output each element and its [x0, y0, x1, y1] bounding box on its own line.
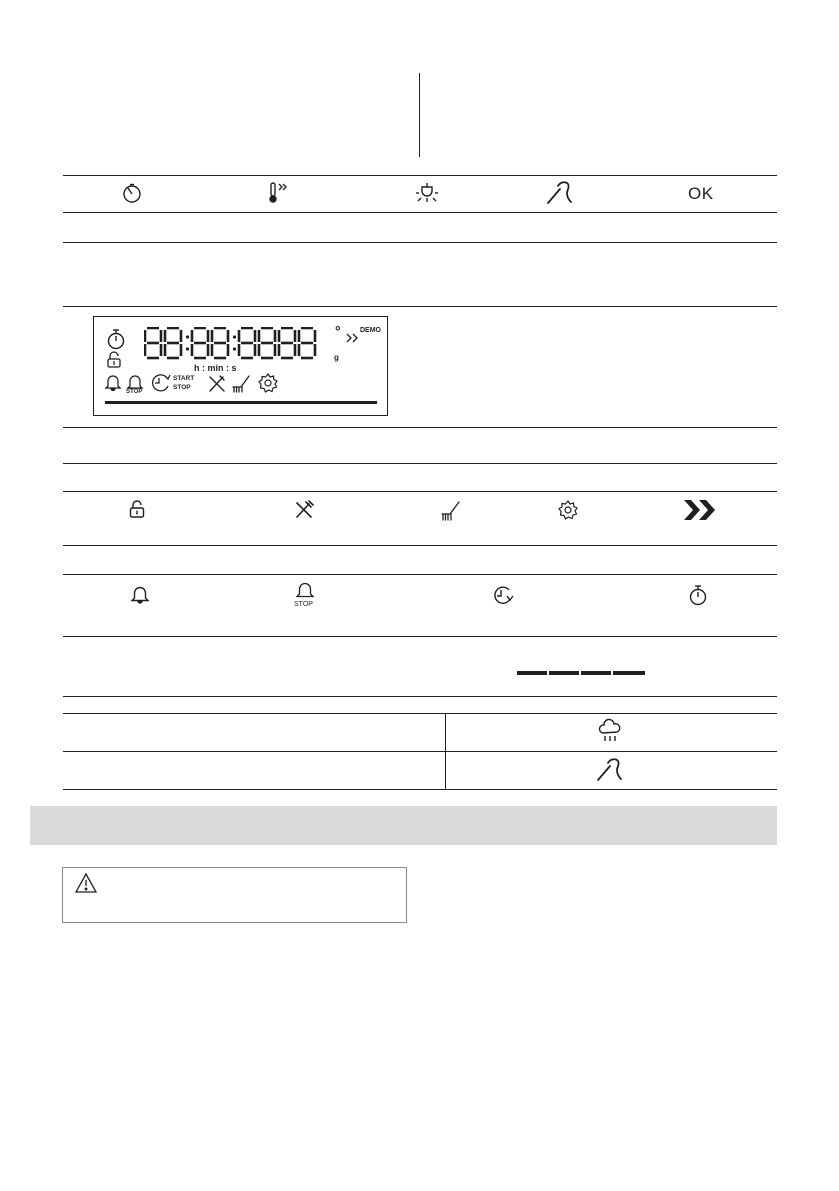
degree-symbol: °	[335, 323, 341, 339]
next-arrows-icon	[684, 500, 718, 520]
bell-stop-icon	[295, 581, 315, 599]
display-digits-text	[144, 327, 149, 328]
table-rule	[63, 696, 777, 697]
assisted-cooking-icon	[294, 500, 314, 520]
digit-colon	[233, 347, 236, 350]
display-bell-icon	[104, 373, 122, 391]
display-assisted-cooking-icon	[207, 374, 227, 394]
display-progress-bar	[105, 401, 377, 404]
display-settings-icon	[258, 373, 278, 393]
demo-label: DEMO	[360, 327, 381, 334]
table-rule	[63, 751, 777, 752]
child-lock-icon	[129, 500, 145, 518]
digit-colon	[233, 335, 236, 338]
segment	[613, 671, 645, 675]
settings-icon	[558, 500, 578, 520]
display-cleaning-icon	[231, 375, 251, 393]
warning-triangle-icon	[75, 873, 97, 893]
demo-arrows-icon	[345, 328, 361, 347]
cleaning-icon	[440, 501, 460, 521]
end-time-icon	[490, 585, 516, 607]
core-temperature-sensor-icon	[595, 757, 625, 783]
display-end-time-icon	[149, 373, 171, 393]
section-header-band	[30, 806, 777, 845]
steam-icon	[598, 720, 622, 744]
display-panel	[93, 316, 388, 416]
warning-box	[62, 867, 407, 923]
segment	[549, 671, 579, 675]
table-rule	[63, 636, 777, 637]
table-rule	[63, 175, 777, 176]
table-rule	[63, 574, 777, 575]
digit-colon	[186, 347, 189, 350]
segment	[517, 671, 547, 675]
time-format-label: h : min : s	[194, 363, 237, 373]
display-child-lock-icon	[107, 352, 121, 368]
bell-icon	[130, 584, 150, 604]
segment-bar	[517, 671, 645, 675]
lamp-icon	[416, 182, 438, 206]
column-divider	[419, 73, 420, 157]
ok-label: OK	[688, 184, 714, 203]
table-rule	[63, 427, 777, 428]
display-start-label: START	[173, 375, 195, 382]
display-timer-icon	[106, 328, 126, 350]
segment	[581, 671, 611, 675]
fast-heat-up-icon	[268, 181, 292, 205]
table-rule	[63, 212, 777, 213]
minute-minder-icon	[687, 584, 709, 606]
display-stop-label: STOP	[173, 384, 191, 391]
table-rule	[63, 306, 777, 307]
digit-colon	[186, 335, 189, 338]
table-rule	[63, 713, 777, 714]
table-rule	[63, 545, 777, 546]
gram-unit: g	[334, 353, 339, 362]
bell-stop-label: STOP	[294, 601, 313, 608]
display-bell-stop-label: STOP	[126, 389, 143, 395]
table-rule	[63, 789, 777, 790]
core-temperature-sensor-icon	[545, 180, 575, 206]
table-rule	[63, 463, 777, 464]
column-divider	[445, 713, 446, 789]
table-rule	[63, 242, 777, 243]
table-rule	[63, 491, 777, 492]
display-digits	[144, 327, 336, 365]
timer-icon	[121, 182, 143, 204]
